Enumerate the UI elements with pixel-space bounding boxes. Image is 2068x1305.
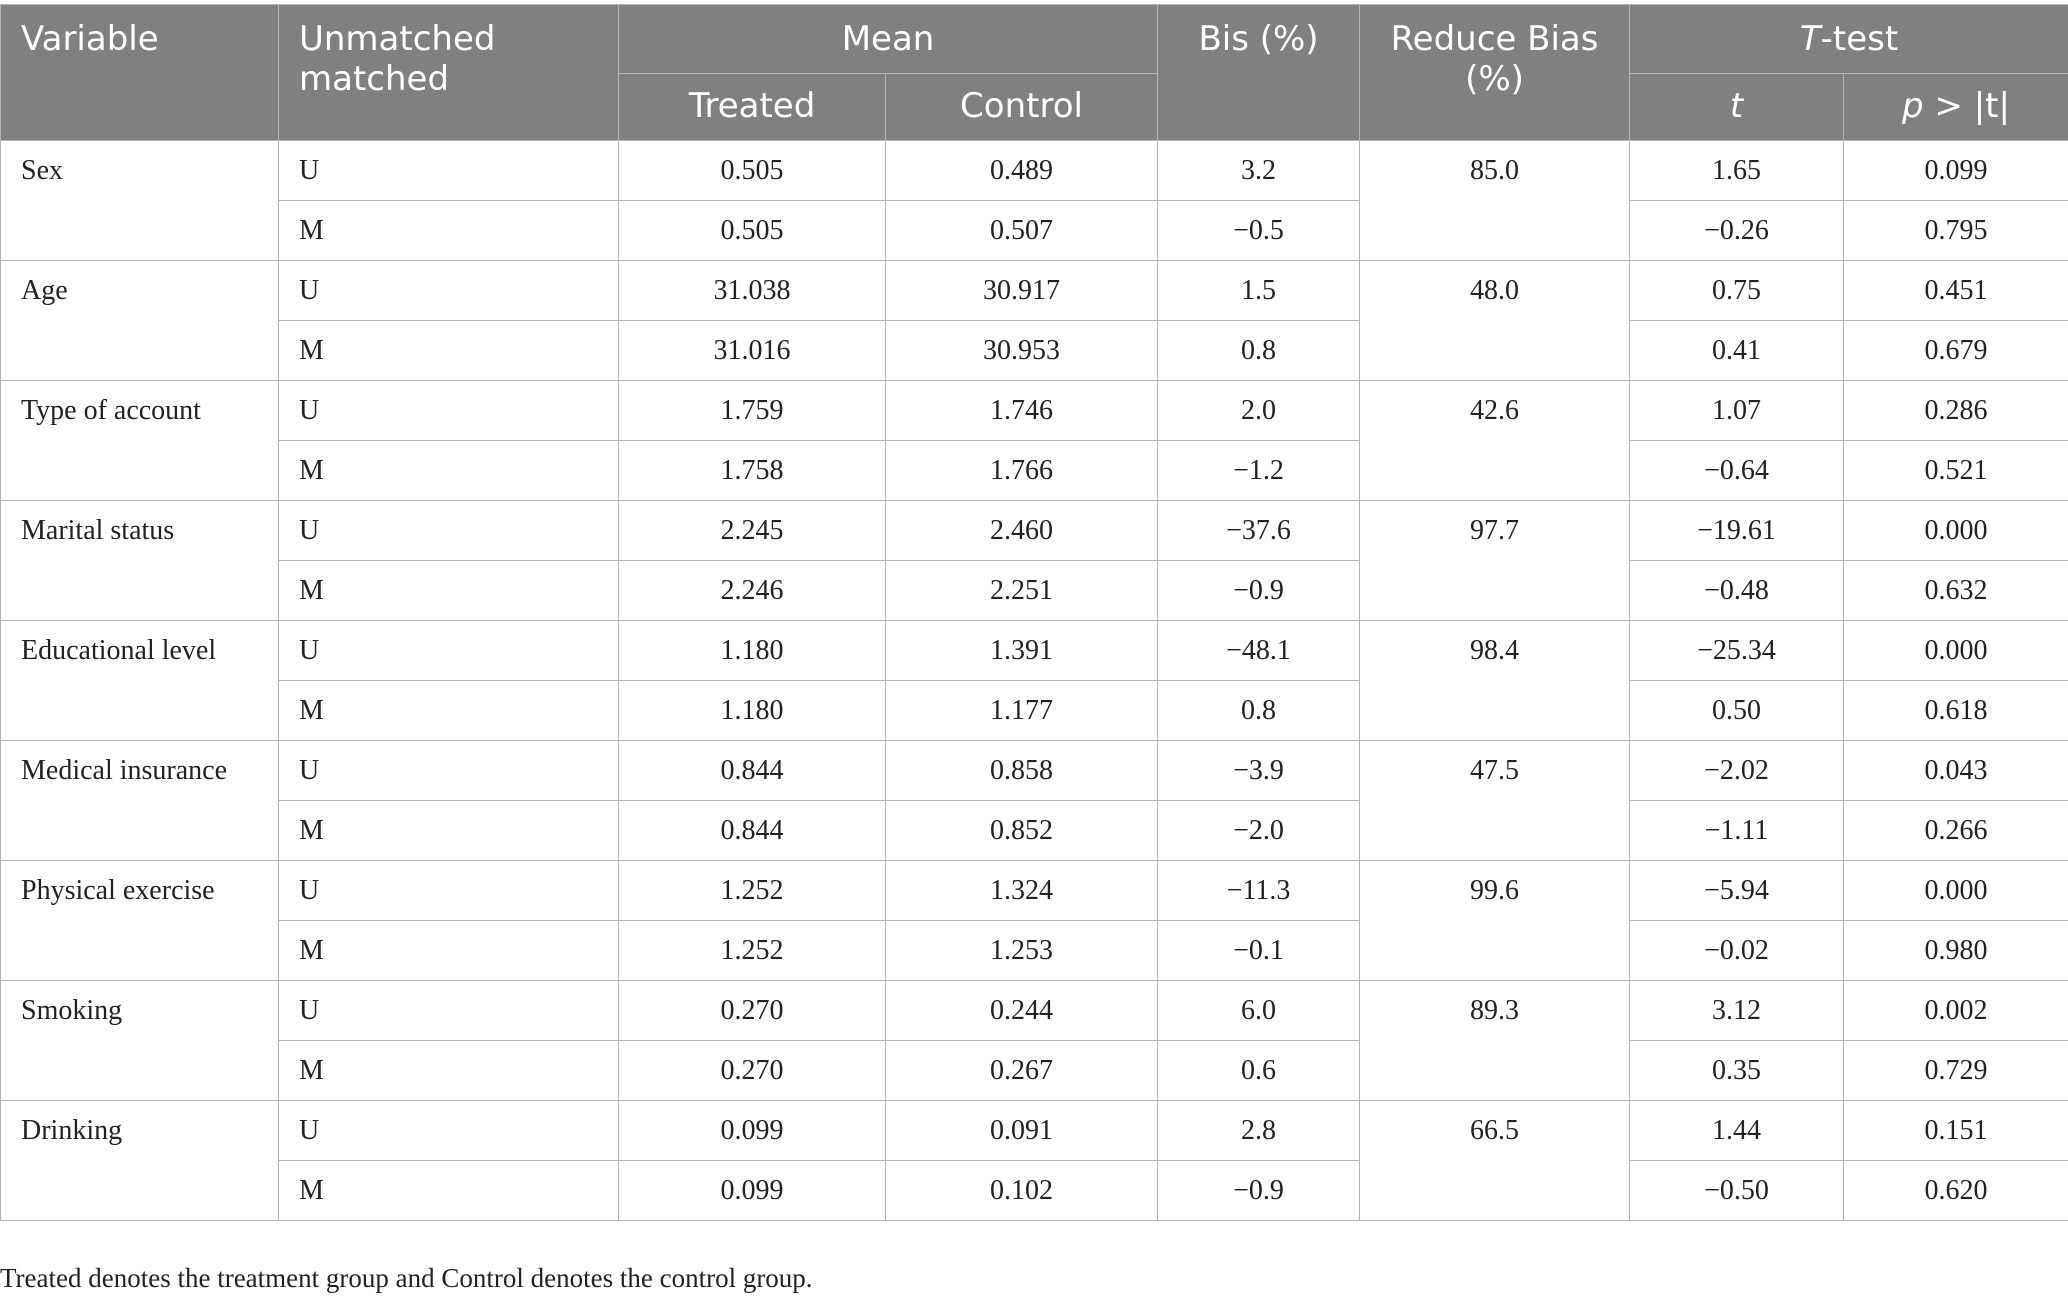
bias-cell: −0.9 (1158, 561, 1360, 621)
match-status-cell: U (279, 381, 619, 441)
table-row (1, 261, 2068, 321)
match-status-cell: M (279, 681, 619, 741)
t-value-cell: 0.35 (1630, 1041, 1844, 1101)
t-value-cell: −0.50 (1630, 1161, 1844, 1221)
table-row (1, 621, 2068, 681)
control-mean-cell: 30.917 (886, 261, 1158, 321)
t-value-cell: 0.41 (1630, 321, 1844, 381)
control-mean-cell: 2.460 (886, 501, 1158, 561)
variable-cell: Type of account (1, 381, 279, 501)
header-p-italic: p (1902, 86, 1924, 126)
p-value-cell: 0.679 (1844, 321, 2068, 381)
table-row (1, 981, 2068, 1041)
t-value-cell: 3.12 (1630, 981, 1844, 1041)
treated-mean-cell: 0.099 (619, 1101, 886, 1161)
control-mean-cell: 0.489 (886, 141, 1158, 201)
bias-cell: −1.2 (1158, 441, 1360, 501)
control-mean-cell: 0.267 (886, 1041, 1158, 1101)
control-mean-cell: 1.746 (886, 381, 1158, 441)
treated-mean-cell: 2.246 (619, 561, 886, 621)
bias-cell: −0.9 (1158, 1161, 1360, 1221)
reduce-bias-cell: 97.7 (1360, 501, 1630, 621)
header-variable: Variable (1, 5, 279, 141)
reduce-bias-cell: 89.3 (1360, 981, 1630, 1101)
table-container (0, 4, 2068, 1221)
p-value-cell: 0.729 (1844, 1041, 2068, 1101)
match-status-cell: M (279, 1041, 619, 1101)
match-status-cell: U (279, 621, 619, 681)
t-value-cell: −19.61 (1630, 501, 1844, 561)
bias-cell: 2.8 (1158, 1101, 1360, 1161)
table-row (1, 1101, 2068, 1161)
table-row (1, 681, 2068, 741)
t-value-cell: 0.75 (1630, 261, 1844, 321)
match-status-cell: U (279, 861, 619, 921)
match-status-cell: M (279, 921, 619, 981)
match-status-cell: M (279, 801, 619, 861)
header-bias: Bis (%) (1158, 5, 1360, 141)
bias-cell: 0.8 (1158, 681, 1360, 741)
variable-cell: Marital status (1, 501, 279, 621)
reduce-bias-cell: 47.5 (1360, 741, 1630, 861)
p-value-cell: 0.632 (1844, 561, 2068, 621)
p-value-cell: 0.151 (1844, 1101, 2068, 1161)
control-mean-cell: 0.507 (886, 201, 1158, 261)
variable-cell: Educational level (1, 621, 279, 741)
treated-mean-cell: 0.844 (619, 741, 886, 801)
header-ttest (1630, 5, 2068, 74)
treated-mean-cell: 1.759 (619, 381, 886, 441)
p-value-cell: 0.099 (1844, 141, 2068, 201)
control-mean-cell: 1.324 (886, 861, 1158, 921)
t-value-cell: −2.02 (1630, 741, 1844, 801)
table-row (1, 921, 2068, 981)
match-status-cell: U (279, 981, 619, 1041)
bias-cell: 0.8 (1158, 321, 1360, 381)
table-row (1, 741, 2068, 801)
header-treated: Treated (619, 74, 886, 141)
control-mean-cell: 2.251 (886, 561, 1158, 621)
table-row (1, 1161, 2068, 1221)
treated-mean-cell: 1.252 (619, 921, 886, 981)
t-value-cell: −0.02 (1630, 921, 1844, 981)
match-status-cell: U (279, 1101, 619, 1161)
table-body (1, 141, 2068, 1221)
t-value-cell: −25.34 (1630, 621, 1844, 681)
treated-mean-cell: 0.099 (619, 1161, 886, 1221)
bias-cell: 0.6 (1158, 1041, 1360, 1101)
table-row (1, 441, 2068, 501)
header-reduce-bias: Reduce Bias (%) (1360, 5, 1630, 141)
p-value-cell: 0.451 (1844, 261, 2068, 321)
p-value-cell: 0.266 (1844, 801, 2068, 861)
t-value-cell: 1.44 (1630, 1101, 1844, 1161)
bias-cell: 6.0 (1158, 981, 1360, 1041)
variable-cell: Sex (1, 141, 279, 261)
match-status-cell: M (279, 321, 619, 381)
match-status-cell: M (279, 1161, 619, 1221)
treated-mean-cell: 31.016 (619, 321, 886, 381)
treated-mean-cell: 1.252 (619, 861, 886, 921)
p-value-cell: 0.980 (1844, 921, 2068, 981)
bias-cell: −3.9 (1158, 741, 1360, 801)
treated-mean-cell: 0.505 (619, 201, 886, 261)
balance-test-table (0, 4, 2068, 1221)
t-value-cell: 0.50 (1630, 681, 1844, 741)
p-value-cell: 0.620 (1844, 1161, 2068, 1221)
bias-cell: −11.3 (1158, 861, 1360, 921)
header-ttest-rest: -test (1820, 19, 1899, 59)
match-status-cell: U (279, 501, 619, 561)
t-value-cell: −0.48 (1630, 561, 1844, 621)
treated-mean-cell: 31.038 (619, 261, 886, 321)
control-mean-cell: 0.091 (886, 1101, 1158, 1161)
treated-mean-cell: 1.180 (619, 621, 886, 681)
p-value-cell: 0.000 (1844, 621, 2068, 681)
table-footnote: Treated denotes the treatment group and Control denotes the control group. (0, 1263, 813, 1293)
bias-cell: −0.1 (1158, 921, 1360, 981)
table-row (1, 561, 2068, 621)
variable-cell: Smoking (1, 981, 279, 1101)
control-mean-cell: 0.858 (886, 741, 1158, 801)
variable-cell: Medical insurance (1, 741, 279, 861)
match-status-cell: M (279, 561, 619, 621)
p-value-cell: 0.000 (1844, 501, 2068, 561)
control-mean-cell: 1.177 (886, 681, 1158, 741)
match-status-cell: U (279, 261, 619, 321)
variable-cell: Age (1, 261, 279, 381)
control-mean-cell: 1.391 (886, 621, 1158, 681)
treated-mean-cell: 1.758 (619, 441, 886, 501)
control-mean-cell: 30.953 (886, 321, 1158, 381)
header-mean: Mean (619, 5, 1158, 74)
match-status-cell: U (279, 741, 619, 801)
table-header (1, 5, 2068, 141)
variable-cell: Drinking (1, 1101, 279, 1221)
table-row (1, 501, 2068, 561)
control-mean-cell: 0.244 (886, 981, 1158, 1041)
reduce-bias-cell: 66.5 (1360, 1101, 1630, 1221)
table-row (1, 861, 2068, 921)
reduce-bias-cell: 48.0 (1360, 261, 1630, 381)
p-value-cell: 0.000 (1844, 861, 2068, 921)
treated-mean-cell: 0.270 (619, 1041, 886, 1101)
p-value-cell: 0.002 (1844, 981, 2068, 1041)
p-value-cell: 0.618 (1844, 681, 2068, 741)
header-t: t (1630, 74, 1844, 141)
table-row (1, 1041, 2068, 1101)
p-value-cell: 0.043 (1844, 741, 2068, 801)
bias-cell: 3.2 (1158, 141, 1360, 201)
bias-cell: 2.0 (1158, 381, 1360, 441)
reduce-bias-cell: 85.0 (1360, 141, 1630, 261)
t-value-cell: −1.11 (1630, 801, 1844, 861)
table-row (1, 801, 2068, 861)
match-status-cell: U (279, 141, 619, 201)
bias-cell: 1.5 (1158, 261, 1360, 321)
t-value-cell: −0.26 (1630, 201, 1844, 261)
p-value-cell: 0.521 (1844, 441, 2068, 501)
control-mean-cell: 1.253 (886, 921, 1158, 981)
header-p (1844, 74, 2068, 141)
header-ttest-italic: T (1799, 19, 1821, 59)
bias-cell: −37.6 (1158, 501, 1360, 561)
t-value-cell: −0.64 (1630, 441, 1844, 501)
control-mean-cell: 1.766 (886, 441, 1158, 501)
match-status-cell: M (279, 441, 619, 501)
bias-cell: −2.0 (1158, 801, 1360, 861)
t-value-cell: 1.65 (1630, 141, 1844, 201)
header-control: Control (886, 74, 1158, 141)
reduce-bias-cell: 98.4 (1360, 621, 1630, 741)
treated-mean-cell: 0.270 (619, 981, 886, 1041)
p-value-cell: 0.286 (1844, 381, 2068, 441)
variable-cell: Physical exercise (1, 861, 279, 981)
header-p-rest: > |t| (1923, 86, 2010, 126)
table-row (1, 381, 2068, 441)
t-value-cell: −5.94 (1630, 861, 1844, 921)
p-value-cell: 0.795 (1844, 201, 2068, 261)
reduce-bias-cell: 99.6 (1360, 861, 1630, 981)
treated-mean-cell: 2.245 (619, 501, 886, 561)
treated-mean-cell: 0.844 (619, 801, 886, 861)
table-row (1, 201, 2068, 261)
table-row (1, 321, 2068, 381)
match-status-cell: M (279, 201, 619, 261)
bias-cell: −48.1 (1158, 621, 1360, 681)
treated-mean-cell: 1.180 (619, 681, 886, 741)
bias-cell: −0.5 (1158, 201, 1360, 261)
reduce-bias-cell: 42.6 (1360, 381, 1630, 501)
table-row (1, 141, 2068, 201)
treated-mean-cell: 0.505 (619, 141, 886, 201)
header-unmatched-matched: Unmatched matched (279, 5, 619, 141)
t-value-cell: 1.07 (1630, 381, 1844, 441)
control-mean-cell: 0.102 (886, 1161, 1158, 1221)
control-mean-cell: 0.852 (886, 801, 1158, 861)
